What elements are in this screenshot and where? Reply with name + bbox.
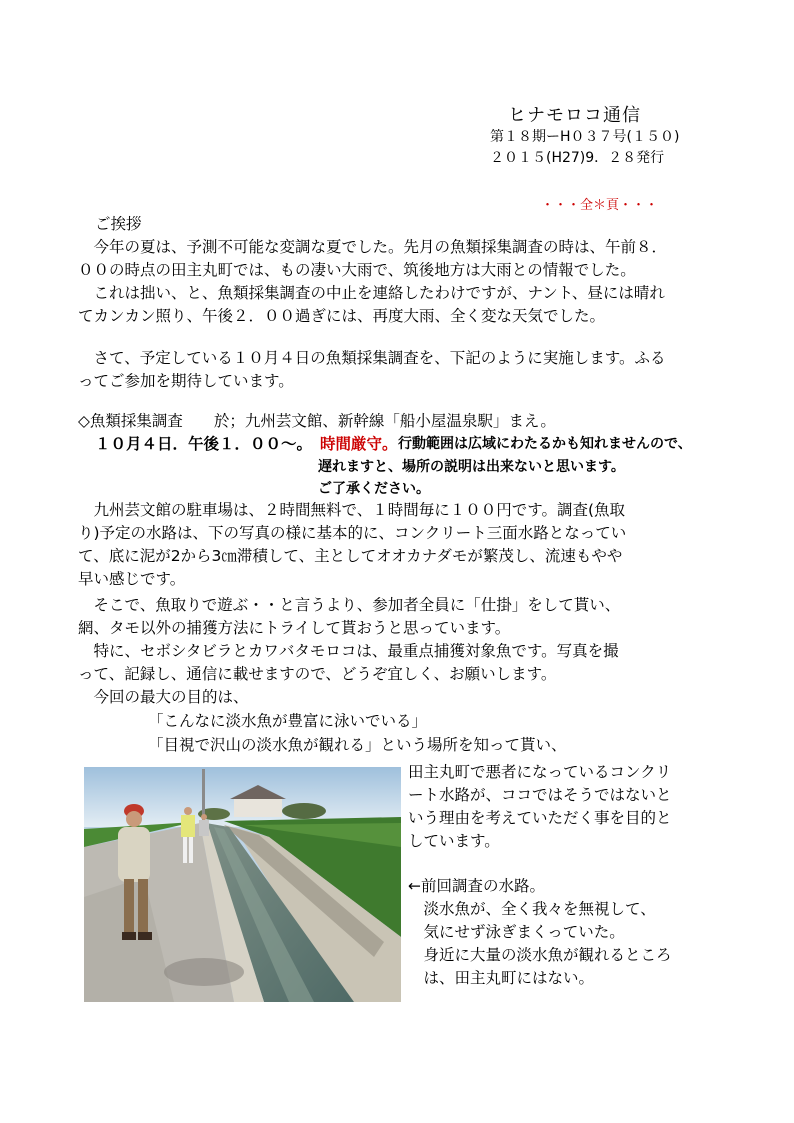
paragraph-line: これは拙い、と、魚類採集調査の中止を連絡したわけですが、ナント、昼には晴れ bbox=[78, 284, 665, 302]
paragraph-line: って、記録し、通信に載せますので、どうぞ宜しく、お願いします。 bbox=[78, 665, 557, 683]
issue-date: ２０１５(H27)9．２８発行 bbox=[490, 150, 665, 166]
photo-caption: は、田主丸町にはない。 bbox=[408, 969, 595, 987]
page-count: ・・・全＊頁・・・ bbox=[541, 198, 659, 213]
paragraph-line: 早い感じです。 bbox=[78, 570, 186, 588]
event-heading: ◇魚類採集調査 於；九州芸文館、新幹線「船小屋温泉駅」まえ。 bbox=[78, 412, 556, 430]
paragraph-line: 特に、セボシタビラとカワバタモロコは、最重点捕獲対象魚です。写真を撮 bbox=[78, 642, 619, 660]
paragraph-line: 今回の最大の目的は、 bbox=[78, 688, 249, 706]
paragraph-line: 九州芸文館の駐車場は、２時間無料で、１時間毎に１００円です。調査(魚取 bbox=[78, 501, 625, 519]
side-text-line: ート水路が、ココではそうではないと bbox=[408, 786, 672, 804]
paragraph-line: そこで、魚取りで遊ぶ・・と言うより、参加者全員に「仕掛」をして貰い、 bbox=[78, 596, 621, 614]
quote-line: 「目視で沢山の淡水魚が観れる」という場所を知って貰い、 bbox=[148, 736, 567, 754]
side-text-line: しています。 bbox=[408, 832, 500, 850]
event-note: ご了承ください。 bbox=[318, 481, 430, 497]
issue-number: 第１８期ーH０３７号(１５０) bbox=[490, 129, 680, 145]
event-note: 行動範囲は広域にわたるかも知れませんので、 bbox=[398, 436, 692, 452]
paragraph-line: 網、タモ以外の捕獲方法にトライして貰おうと思っています。 bbox=[78, 619, 511, 637]
newsletter-title: ヒナモロコ通信 bbox=[508, 105, 641, 126]
quote-line: 「こんなに淡水魚が豊富に泳いでいる」 bbox=[148, 712, 428, 730]
event-time: １０月４日．午後１．００～。 bbox=[95, 435, 313, 453]
paragraph-line: て、底に泥が2から3㎝滞積して、主としてオオカナダモが繁茂し、流速もやや bbox=[78, 547, 623, 565]
event-strict-notice: 時間厳守。 bbox=[320, 435, 398, 453]
paragraph-line: さて、予定している１０月４日の魚類採集調査を、下記のように実施します。ふる bbox=[78, 349, 666, 367]
paragraph-line: 今年の夏は、予測不可能な変調な夏でした。先月の魚類採集調査の時は、午前８． bbox=[78, 238, 668, 256]
side-text-line: 田主丸町で悪者になっているコンクリ bbox=[408, 763, 672, 781]
canal-photo bbox=[84, 767, 401, 1002]
photo-caption: 気にせず泳ぎまくっていた。 bbox=[408, 923, 625, 941]
photo-caption: 淡水魚が、全く我々を無視して、 bbox=[408, 900, 656, 918]
paragraph-line: り)予定の水路は、下の写真の様に基本的に、コンクリート三面水路となってい bbox=[78, 524, 627, 542]
photo-caption: ←前回調査の水路。 bbox=[408, 877, 545, 895]
event-note: 遅れますと、場所の説明は出来ないと思います。 bbox=[318, 459, 625, 475]
photo-caption: 身近に大量の淡水魚が観れるところ bbox=[408, 946, 672, 964]
side-text-line: いう理由を考えていただく事を目的と bbox=[408, 809, 672, 827]
paragraph-line: てカンカン照り、午後２．００過ぎには、再度大雨、全く変な天気でした。 bbox=[78, 307, 606, 325]
paragraph-line: ってご参加を期待しています。 bbox=[78, 372, 294, 390]
paragraph-line: ００の時点の田主丸町では、もの凄い大雨で、筑後地方は大雨との情報でした。 bbox=[78, 261, 636, 279]
greeting-heading: ご挨拶 bbox=[95, 215, 142, 233]
